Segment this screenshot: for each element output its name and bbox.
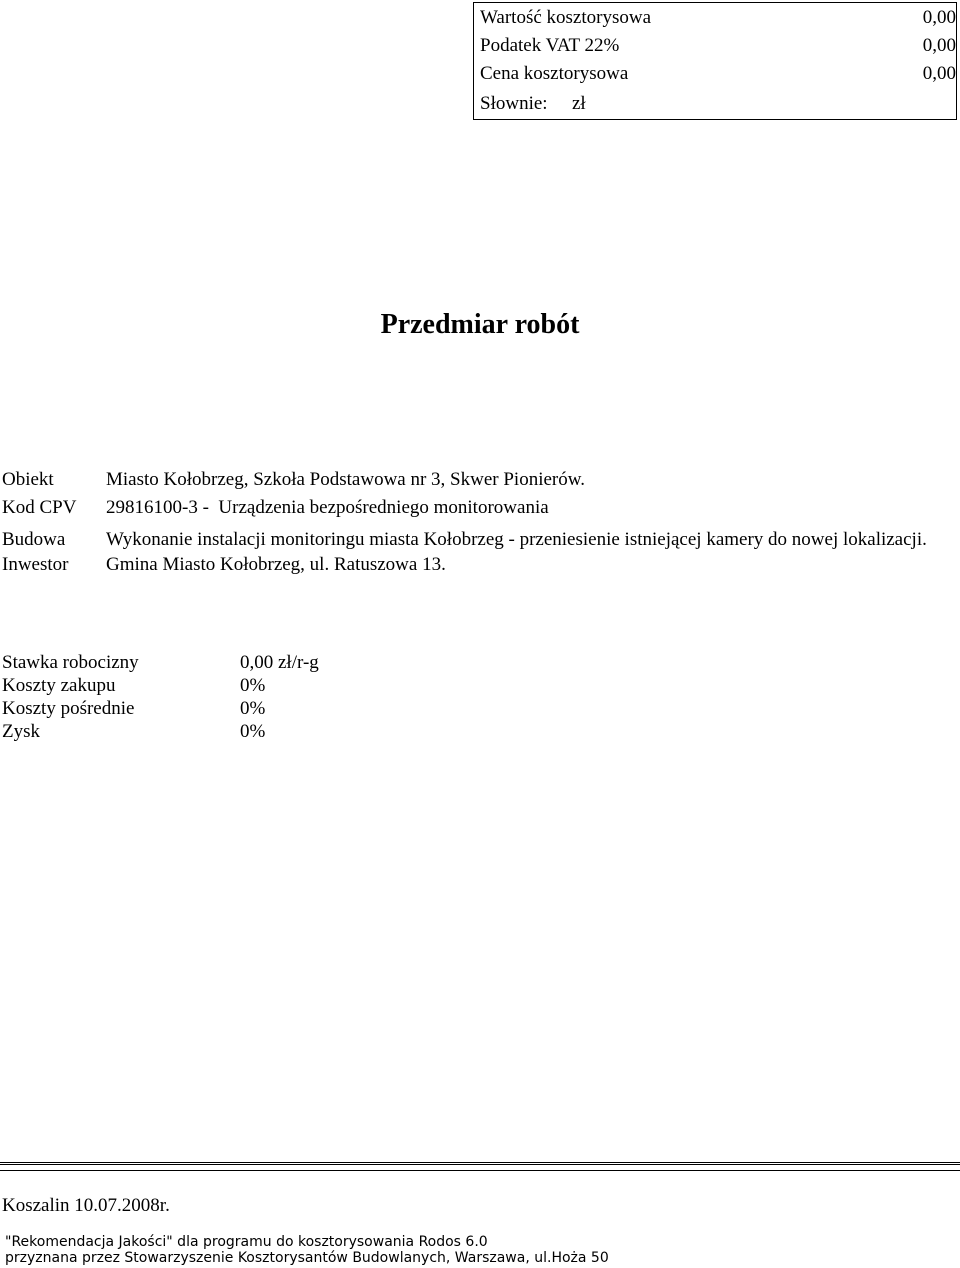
info-value: Miasto Kołobrzeg, Szkoła Podstawowa nr 3, Skwer Pionierów.: [106, 469, 585, 490]
info-row-cpv-code: [2, 494, 960, 522]
summary-label: Cena kosztorysowa: [480, 63, 629, 84]
in-words-unit: zł: [572, 93, 586, 114]
document-title: Przedmiar robót: [380, 309, 580, 340]
info-value: Wykonanie instalacji monitoringu miasta Kołobrzeg - przeniesienie istniejącej kamery do nowej lokalizacji.: [106, 529, 927, 550]
info-value: 29816100-3 - Urządzenia bezpośredniego monitorowania: [106, 497, 549, 518]
info-row-construction: [2, 526, 960, 554]
info-row-object: [2, 466, 960, 494]
info-row-investor: [2, 551, 960, 579]
summary-label: Podatek VAT 22%: [480, 35, 620, 56]
summary-row-estimated-value: [480, 4, 956, 32]
summary-value: 0,00: [922, 7, 956, 28]
cost-summary-box: [473, 2, 957, 120]
footer-divider: [0, 1162, 960, 1165]
footer-note-line: przyznana przez Stowarzyszenie Kosztorysantów Budowlanych, Warszawa, ul.Hoża 50: [5, 1250, 609, 1266]
summary-row-in-words: [480, 90, 956, 118]
info-value: Gmina Miasto Kołobrzeg, ul. Ratuszowa 13.: [106, 554, 446, 575]
footer-note-line: "Rekomendacja Jakości" dla programu do kosztorysowania Rodos 6.0: [5, 1234, 488, 1250]
rate-label: Koszty pośrednie: [2, 698, 135, 719]
summary-row-estimated-price: [480, 60, 956, 88]
summary-value: 0,00: [922, 63, 956, 84]
place-and-date: Koszalin 10.07.2008r.: [2, 1195, 170, 1216]
info-label: Kod CPV: [2, 497, 77, 518]
rate-value: 0,00 zł/r-g: [240, 652, 319, 673]
rate-label: Koszty zakupu: [2, 675, 116, 696]
footer-divider-thin: [0, 1170, 960, 1171]
summary-row-vat: [480, 32, 956, 60]
in-words-label: Słownie:: [480, 93, 548, 114]
rate-label: Stawka robocizny: [2, 652, 139, 673]
rate-label: Zysk: [2, 721, 40, 742]
summary-label: Wartość kosztorysowa: [480, 7, 652, 28]
rate-value: 0%: [240, 675, 266, 696]
info-label: Inwestor: [2, 554, 69, 575]
rate-value: 0%: [240, 721, 266, 742]
summary-value: 0,00: [922, 35, 956, 56]
rate-value: 0%: [240, 698, 266, 719]
info-label: Obiekt: [2, 469, 54, 490]
info-label: Budowa: [2, 529, 66, 550]
